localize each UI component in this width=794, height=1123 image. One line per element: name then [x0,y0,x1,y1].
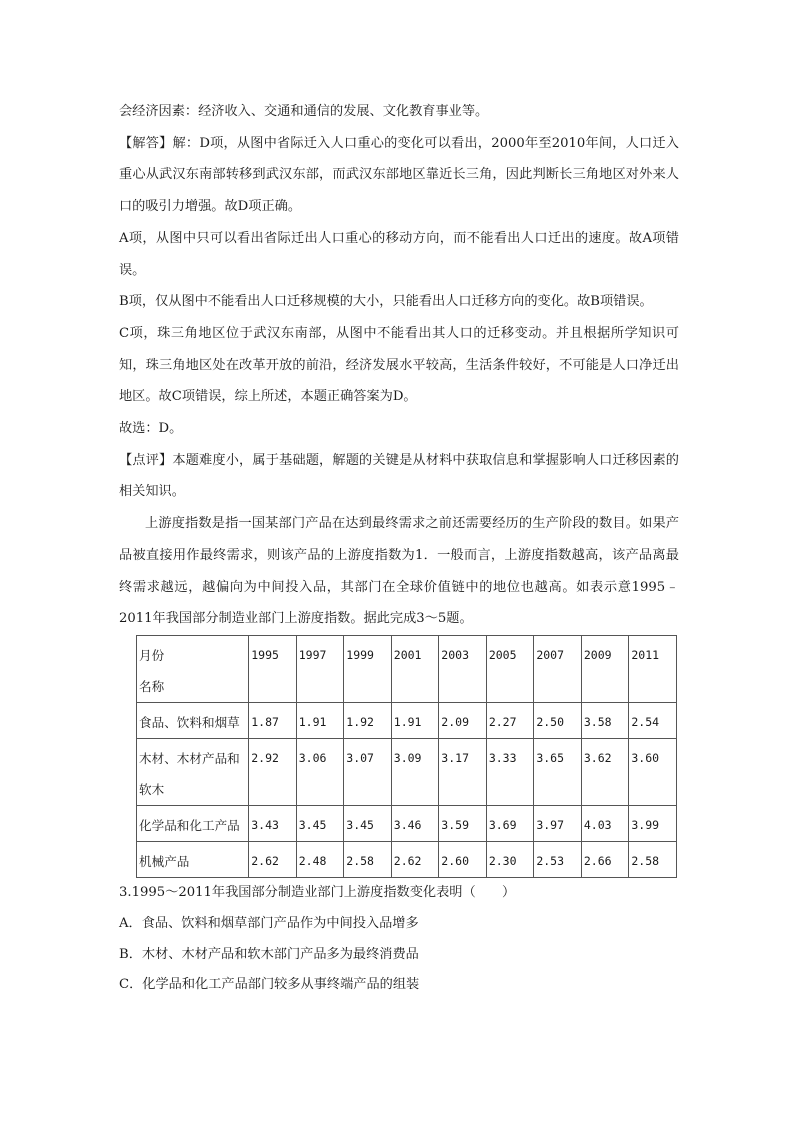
intro-paragraph: 上游度指数是指一国某部门产品在达到最终需求之前还需要经历的生产阶段的数目。如果产品被直接用作最终需求，则该产品的上游度指数为1．一般而言，上游度指数越高，该产品离最终需求越远，越偏向为中间投入品，其部门在全球价值链中的地位也越高。如表示意1995﹣2011年我国部分制造业部门上游度指数。据此完成3～5题。 [119,516,679,627]
value-cell: 3.45 [296,805,344,841]
year-cell: 2009 [581,635,629,702]
answer-choice: 故选：D。 [119,421,183,437]
year-cell: 2011 [629,635,677,702]
value-cell: 3.17 [439,738,487,805]
option-a-analysis: A项，从图中只可以看出省际迁出人口重心的移动方向，而不能看出人口迁出的速度。故A项错误。 [119,230,679,278]
row-name-cell: 木材、木材产品和软木 [137,738,249,805]
value-cell: 2.62 [391,841,439,877]
value-cell: 3.69 [486,805,534,841]
answer-paragraph: 【解答】解：D项，从图中省际迁入人口重心的变化可以看出，2000年至2010年间，人口迁入重心从武汉东南部转移到武汉东部，而武汉东部地区靠近长三角，因此判断长三角地区对外来人口的吸引力增强。故D项正确。 [119,135,679,215]
value-cell: 3.59 [439,805,487,841]
value-cell: 2.58 [344,841,392,877]
row-name-cell: 机械产品 [137,841,249,877]
value-cell: 2.27 [486,702,534,738]
table-row [137,841,677,877]
value-cell: 2.48 [296,841,344,877]
value-cell: 3.46 [391,805,439,841]
value-cell: 3.33 [486,738,534,805]
value-cell: 2.54 [629,702,677,738]
value-cell: 2.62 [249,841,297,877]
question-stem: 3.1995～2011年我国部分制造业部门上游度指数变化表明（ ） [119,884,516,900]
year-cell: 2003 [439,635,487,702]
table-row [137,702,677,738]
option-a[interactable]: A．食品、饮料和烟草部门产品作为中间投入品增多 [119,915,419,931]
year-cell: 1997 [296,635,344,702]
value-cell: 2.60 [439,841,487,877]
text-paragraph: 会经济因素：经济收入、交通和通信的发展、文化教育事业等。 [119,104,489,119]
value-cell: 3.97 [534,805,582,841]
value-cell: 2.30 [486,841,534,877]
year-cell: 2005 [486,635,534,702]
value-cell: 3.43 [249,805,297,841]
year-cell: 2007 [534,635,582,702]
option-c[interactable]: C．化学品和化工产品部门较多从事终端产品的组装 [119,977,420,993]
value-cell: 3.99 [629,805,677,841]
value-cell: 3.58 [581,702,629,738]
value-cell: 1.91 [391,702,439,738]
option-c-analysis: C项，珠三角地区位于武汉东南部，从图中不能看出其人口的迁移变动。并且根据所学知识可知，珠三角地区处在改革开放的前沿，经济发展水平较高，生活条件较好，不可能是人口净迁出地区。故C项错误，综上所述，本题正确答案为D。 [119,325,679,405]
table-row [137,805,677,841]
comment-paragraph: 【点评】本题难度小，属于基础题，解题的关键是从材料中获取信息和掌握影响人口迁移因素的相关知识。 [119,452,679,500]
year-cell: 2001 [391,635,439,702]
value-cell: 3.60 [629,738,677,805]
header-label-name: 名称 [139,678,165,694]
document-page [119,96,679,1001]
header-corner-cell [137,635,249,702]
option-b-analysis: B项，仅从图中不能看出人口迁移规模的大小，只能看出人口迁移方向的变化。故B项错误。 [119,294,653,310]
year-cell: 1999 [344,635,392,702]
question-block [119,878,679,1001]
value-cell: 2.50 [534,702,582,738]
table-header-row [137,635,677,702]
value-cell: 3.06 [296,738,344,805]
option-b[interactable]: B．木材、木材产品和软木部门产品多为最终消费品 [119,946,419,962]
value-cell: 3.09 [391,738,439,805]
value-cell: 2.53 [534,841,582,877]
header-label-month: 月份 [139,647,165,663]
value-cell: 3.07 [344,738,392,805]
value-cell: 3.45 [344,805,392,841]
value-cell: 2.58 [629,841,677,877]
value-cell: 4.03 [581,805,629,841]
value-cell: 2.66 [581,841,629,877]
value-cell: 2.09 [439,702,487,738]
upstream-index-table [136,635,677,878]
value-cell: 1.91 [296,702,344,738]
value-cell: 1.92 [344,702,392,738]
value-cell: 3.65 [534,738,582,805]
value-cell: 3.62 [581,738,629,805]
table-row [137,738,677,805]
year-cell: 1995 [249,635,297,702]
row-name-cell: 食品、饮料和烟草 [137,702,249,738]
row-name-cell: 化学品和化工产品 [137,805,249,841]
value-cell: 2.92 [249,738,297,805]
value-cell: 1.87 [249,702,297,738]
